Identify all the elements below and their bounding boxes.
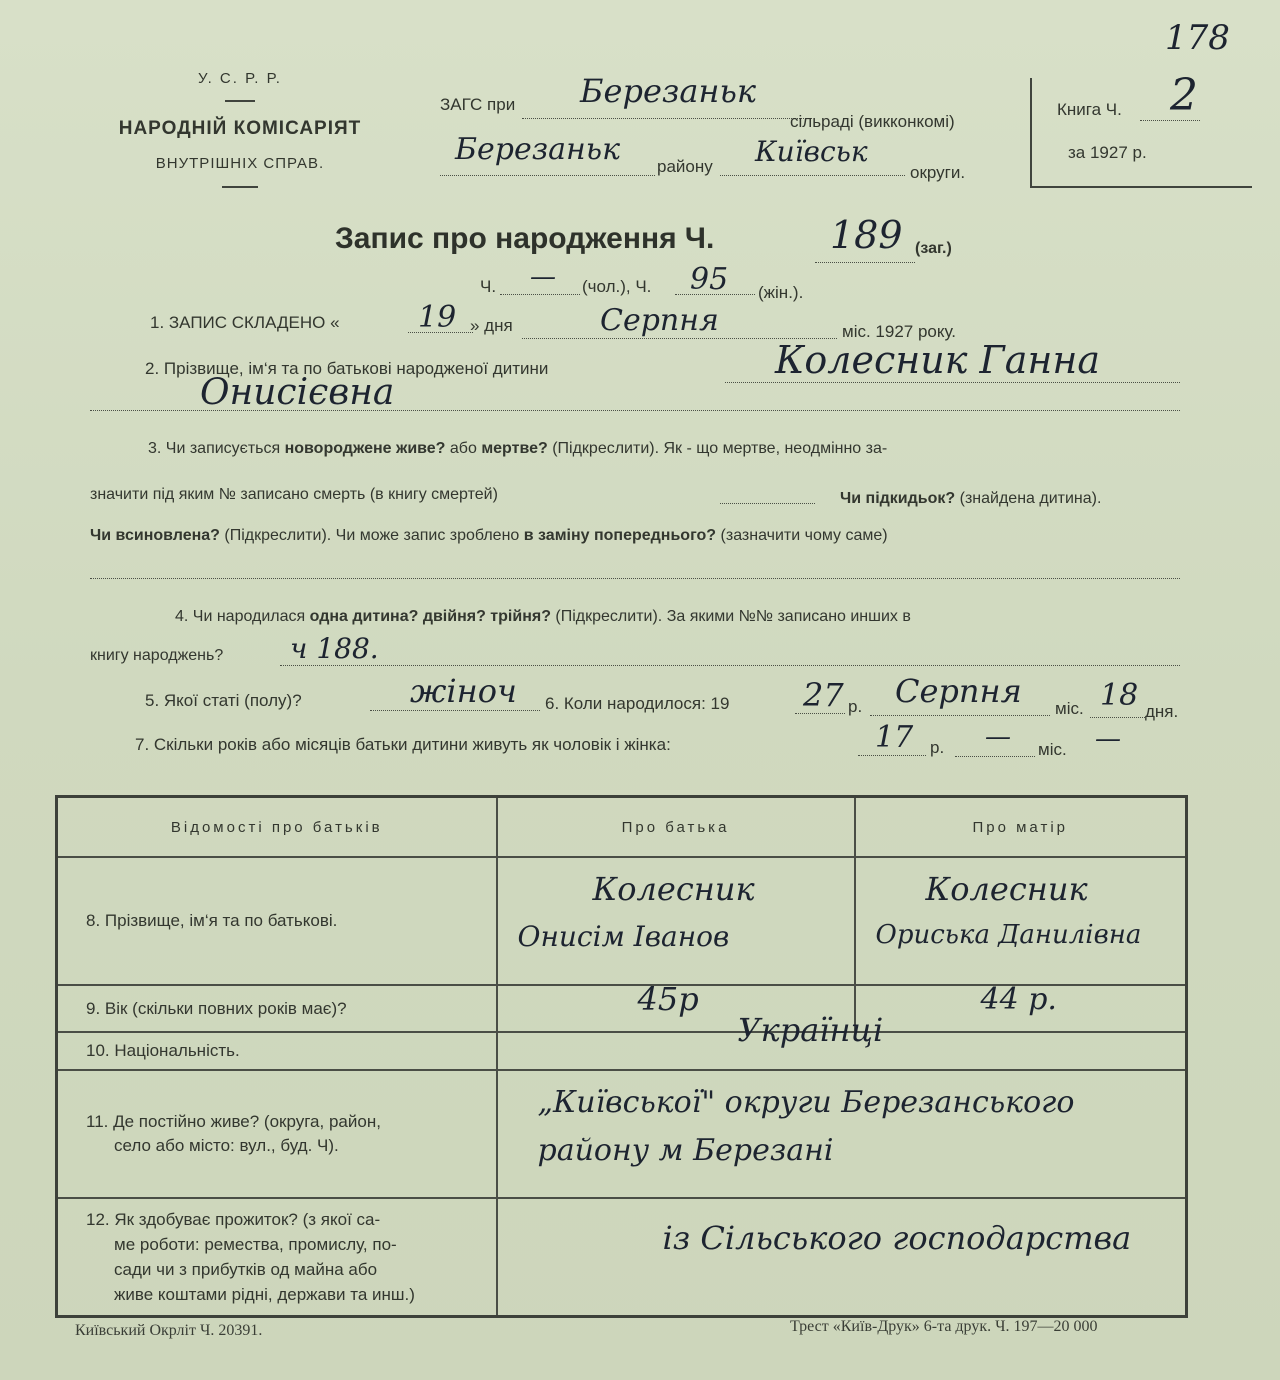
- footer-left: Київський Окрліт Ч. 20391.: [75, 1322, 263, 1339]
- row8-mother-name: Ориська Данилівна: [875, 920, 1142, 950]
- row10-nationality: Українці: [737, 1011, 884, 1049]
- row10-value: [497, 1011, 1187, 1070]
- q1-month-handwritten: Серпня: [600, 303, 719, 338]
- q1-suffix: міс. 1927 року.: [842, 322, 957, 341]
- row8-father: [497, 857, 855, 985]
- rayon-suffix: району: [657, 157, 713, 176]
- header-parents-info: Відомості про батьків: [57, 797, 497, 858]
- row8-label: 8. Прізвище, ім‘я та по батькові.: [57, 857, 497, 985]
- q7-r: р.: [930, 738, 945, 757]
- row12-livelihood: із Сільського господарства: [662, 1219, 1132, 1257]
- row9-mother-age: 44 р.: [980, 982, 1057, 1017]
- book-box: [1030, 78, 1252, 188]
- row12-value: [497, 1198, 1187, 1316]
- row12-label: 12. Як здобуває прожиток? (з якої са- ме роботи: ремества, промислу, по- сади чи з прибутків од майна або живе коштами рідні, держави та инш.): [57, 1198, 497, 1316]
- table-row: [57, 1032, 1187, 1070]
- q3-line2: значити під яким № записано смерть (в книгу смертей): [90, 486, 498, 503]
- zags-prefix: ЗАГС при: [440, 95, 516, 114]
- row8-father-name: Онисім Іванов: [517, 920, 730, 953]
- record-zag: (заг.): [915, 240, 952, 257]
- q7-tail-handwritten: —: [1095, 724, 1121, 754]
- q6-year-handwritten: 27: [803, 676, 844, 714]
- parents-table: [55, 795, 1188, 1318]
- sheet-number: 178: [1165, 18, 1230, 58]
- record-male-handwritten: —: [530, 262, 556, 292]
- q6-r: р.: [848, 697, 863, 716]
- row11-residence-1: „Київської" округи Березанського: [537, 1085, 1075, 1120]
- header-ussr: У. С. Р. Р.: [198, 70, 282, 87]
- q4-line2: книгу народжень?: [90, 647, 224, 664]
- row8-mother-surname: Колесник: [925, 870, 1088, 908]
- record-title: Запис про народження Ч.: [335, 222, 715, 255]
- row11-value: [497, 1070, 1187, 1198]
- header-divider-2: [222, 186, 258, 188]
- row11-residence-2: району м Березані: [537, 1133, 834, 1168]
- header-father: Про батька: [497, 797, 855, 858]
- row9-label: 9. Вік (скільки повних років має)?: [57, 985, 497, 1032]
- footer-right: Трест «Київ-Друк» 6-та друк. Ч. 197—20 000: [790, 1318, 1098, 1335]
- q2-patronymic-handwritten: Онисієвна: [200, 372, 395, 413]
- q2-name-handwritten: Колесник Ганна: [775, 338, 1101, 382]
- book-label: Книга Ч.: [1057, 100, 1122, 119]
- q7-months-handwritten: —: [985, 722, 1011, 752]
- record-female-handwritten: 95: [690, 262, 729, 297]
- zags-suffix: сільраді (викконкомі): [790, 112, 955, 131]
- book-year: за 1927 р.: [1068, 143, 1147, 162]
- q5-sex-handwritten: жіноч: [410, 672, 517, 710]
- rayon-handwritten: Березаньк: [455, 132, 621, 167]
- q1-mid: » дня: [470, 316, 513, 335]
- table-row: [57, 857, 1187, 985]
- q6-month-handwritten: Серпня: [895, 672, 1022, 710]
- book-number-handwritten: 2: [1170, 70, 1198, 121]
- q1-day-handwritten: 19: [418, 300, 457, 335]
- row8-mother: [855, 857, 1187, 985]
- row10-label: 10. Національність.: [57, 1032, 497, 1070]
- header-commissariat: НАРОДНІЙ КОМІСАРІЯТ: [118, 118, 362, 139]
- header-mother: Про матір: [855, 797, 1187, 858]
- row11-label: 11. Де постійно живе? (округа, район, село або місто: вул., буд. Ч).: [57, 1070, 497, 1198]
- q7-label: 7. Скільки років або місяців батьки дитини живуть як чоловік і жінка:: [135, 735, 671, 754]
- q7-mis: міс.: [1038, 740, 1067, 759]
- header-divider: [225, 100, 255, 102]
- q4-line1: 4. Чи народилася одна дитина? двійня? трійня? (Підкреслити). За якими №№ записано инших в: [175, 608, 911, 625]
- record-number-handwritten: 189: [830, 213, 903, 257]
- row8-father-surname: Колесник: [592, 870, 755, 908]
- record-zhin: (жін.).: [758, 283, 804, 302]
- q3-line1: 3. Чи записується новороджене живе? або мертве? (Підкреслити). Як - що мертве, неодмінно за-: [148, 440, 888, 457]
- record-ch: Ч.: [480, 277, 497, 296]
- row9-father-age: 45р: [637, 980, 699, 1018]
- q3-line2b: Чи підкидьок? (знайдена дитина).: [840, 490, 1102, 507]
- q3-line3: Чи всиновлена? (Підкреслити). Чи може запис зроблено в заміну попереднього? (зазначити чому саме): [90, 527, 888, 544]
- q5-label: 5. Якої статі (полу)?: [145, 691, 302, 710]
- q6-label: 6. Коли народилося: 19: [545, 694, 730, 713]
- record-chol: (чол.), Ч.: [582, 277, 652, 296]
- okruha-handwritten: Київськ: [755, 135, 868, 168]
- okruha-suffix: округи.: [910, 163, 966, 182]
- q1-label: 1. ЗАПИС СКЛАДЕНО «: [150, 313, 340, 332]
- q7-years-handwritten: 17: [875, 720, 914, 755]
- q6-day-handwritten: 18: [1100, 678, 1139, 713]
- table-row: [57, 985, 1187, 1032]
- zags-village-handwritten: Березаньк: [580, 72, 757, 110]
- header-internal-affairs: ВНУТРІШНІХ СПРАВ.: [155, 155, 325, 172]
- table-row: [57, 1070, 1187, 1198]
- q2-label: 2. Прізвище, ім‘я та по батькові народженої дитини: [145, 359, 549, 378]
- table-row: [57, 1198, 1187, 1316]
- q6-dnya: дня.: [1145, 702, 1179, 721]
- q4-handwritten: ч 188.: [290, 632, 379, 665]
- q6-mis: міс.: [1055, 699, 1084, 718]
- table-header-row: [57, 797, 1187, 858]
- row9-mother: [855, 982, 1187, 1032]
